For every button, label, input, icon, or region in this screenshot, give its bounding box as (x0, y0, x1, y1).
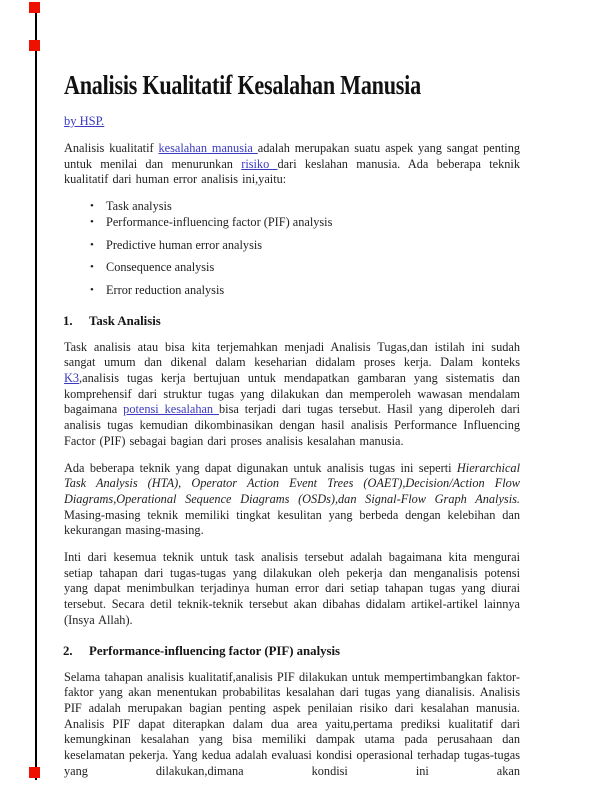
section-heading-task-analisis (64, 313, 520, 329)
section1-paragraph-1 (64, 340, 520, 450)
selection-border-left (35, 3, 37, 780)
link-k3[interactable]: K3 (64, 371, 80, 386)
selection-handle-icon[interactable] (29, 2, 40, 13)
section-number: 2. (63, 643, 73, 658)
bullet-icon: • (90, 215, 94, 228)
paragraph-text: bisa terjadi dari tugas tersebut. Hasil yang diperoleh dari analisis tugas kemudian dikombinasikan dengan hasil analisis Performance Influencing Factor (PIF) sebagai bagian dari proses analisis kesalahan manusia. (64, 402, 520, 448)
section-heading-label: Performance-influencing factor (PIF) analysis (89, 643, 341, 658)
intro-text: adalah merupakan suatu aspek yang sangat penting untuk menilai dan menurunkan (64, 141, 520, 171)
list-item-label: Performance-influencing factor (PIF) analysis (106, 214, 333, 229)
section1-paragraph-3: Inti dari kesemua teknik untuk task analisis tersebut adalah bagaimana kita mengurai setiap tahapan dari tugas-tugas yang dilakukan oleh pekerja dan menganalisis potensi yang dapat menimbulkan terjadinya human error dari setiap tahapan tugas yang diurai tersebut. Secara detil teknik-teknik tersebut akan dibahas didalam artikel-artikel lainnya (Insya Allah). (64, 550, 520, 627)
list-item (64, 260, 520, 276)
section2-paragraph-1: Selama tahapan analisis kualitatif,analisis PIF dilakukan untuk mempertimbangkan faktor-faktor yang akan menentukan probabilitas kesalahan dari tugas yang dianalisis. Analisis PIF adalah merupakan bagian penting aspek penilaian risiko dari kesalahan manusia. Analisis PIF dapat diterapkan dalam dua area yaitu,pertama prediksi kualitatif dari kemungkinan kesalahan yang bisa memiliki dampak utama pada perusahaan dan keselamatan pekerja. Yang kedua adalah evaluasi kondisi operasional terhadap tugas-tugas yang dilakukan,dimana kondisi ini akan (64, 669, 520, 778)
byline-link[interactable]: by HSP. (64, 114, 105, 128)
intro-text: Analisis kualitatif (64, 141, 159, 155)
paragraph-text: Ada beberapa teknik yang dapat digunakan untuk analisis tugas ini seperti (64, 460, 457, 475)
paragraph-text: Task analisis atau bisa kita terjemahkan menjadi Analisis Tugas,dan istilah ini sudah sangat umum dan dikenal dalam keseharian didalam proses kerja. Dalam konteks (64, 339, 520, 370)
bullet-icon: • (90, 261, 94, 274)
link-risiko[interactable]: risiko (241, 156, 278, 171)
list-item (64, 283, 520, 299)
list-item (64, 238, 520, 254)
list-item-label: Task analysis (106, 199, 172, 214)
paragraph-text: ,analisis tugas kerja bertujuan untuk mendapatkan gambaran yang sistematis dan komprehensif dari struktur tugas yang dilakukan dan memperoleh wawasan mendalam bagaimana (64, 371, 520, 417)
section1-paragraph-2 (64, 461, 520, 540)
list-item-label: Consequence analysis (106, 260, 215, 275)
list-item (64, 199, 520, 215)
bullet-icon: • (90, 200, 94, 213)
list-item (64, 215, 520, 231)
technique-names-italic: Hierarchical Task Analysis (HTA), Operator Action Event Trees (OAET),Decision/Action Flow Diagrams,Operational Sequence Diagrams (OSDs),dan Signal-Flow Graph Analysis. (64, 460, 520, 506)
selection-handle-icon[interactable] (29, 40, 40, 51)
link-kesalahan-manusia[interactable]: kesalahan manusia (158, 141, 258, 155)
selection-handle-icon[interactable] (29, 767, 40, 778)
technique-bullet-list (64, 199, 520, 299)
list-item-label: Error reduction analysis (106, 282, 225, 297)
section-heading-label: Task Analisis (89, 313, 161, 328)
link-potensi-kesalahan[interactable]: potensi kesalahan (123, 402, 219, 417)
intro-paragraph (64, 141, 520, 188)
section-number: 1. (63, 313, 73, 328)
document-page (64, 70, 520, 780)
list-item-label: Predictive human error analysis (106, 237, 263, 252)
page-title: Analisis Kualitatif Kesalahan Manusia (64, 70, 421, 100)
bullet-icon: • (90, 238, 94, 251)
bullet-icon: • (90, 283, 94, 296)
intro-text: dari keslahan manusia. Ada beberapa teknik kualitatif dari human error analisis ini,yaitu: (64, 156, 520, 187)
section-heading-pif-analysis (64, 643, 520, 659)
paragraph-text: Masing-masing teknik memiliki tingkat kesulitan yang berbeda dengan kelebihan dan kekurangan masing-masing. (64, 507, 520, 538)
